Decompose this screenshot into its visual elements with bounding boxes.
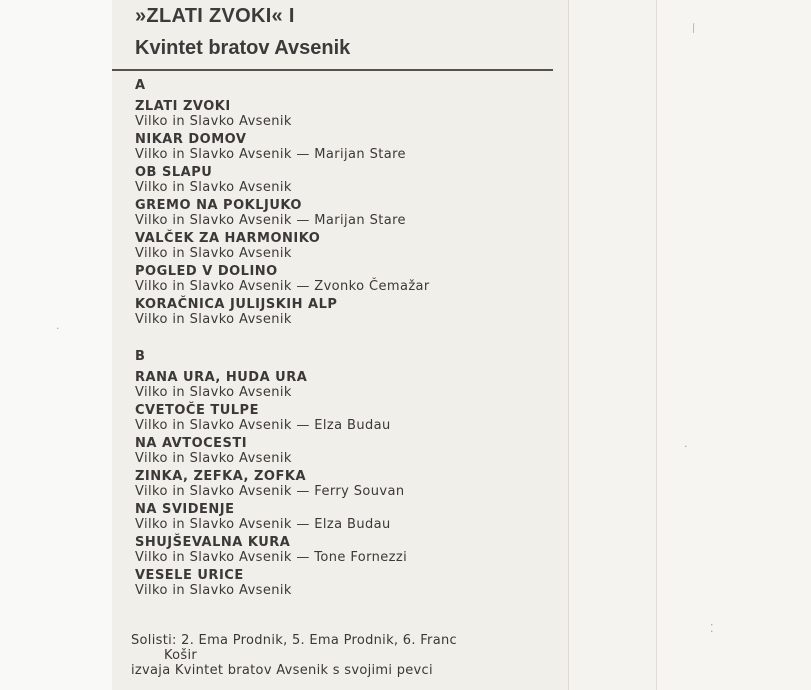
track-credit: Vilko in Slavko Avsenik — [135, 385, 292, 400]
album-title: »ZLATI ZVOKI« I — [135, 5, 295, 27]
track-title: OB SLAPU — [135, 165, 213, 180]
track-title: ZINKA, ZEFKA, ZOFKA — [135, 469, 307, 484]
soloists-line-2: Košir — [164, 648, 198, 663]
track-item — [135, 403, 555, 433]
track-title: VALČEK ZA HARMONIKO — [135, 231, 321, 246]
track-credit: Vilko in Slavko Avsenik — [135, 583, 292, 598]
left-background-strip — [0, 0, 112, 690]
track-title: KORAČNICA JULIJSKIH ALP — [135, 297, 338, 312]
track-item — [135, 264, 555, 294]
track-title: NIKAR DOMOV — [135, 132, 247, 147]
track-item — [135, 370, 555, 400]
track-credit: Vilko in Slavko Avsenik — Marijan Stare — [135, 147, 406, 162]
performer-line: izvaja Kvintet bratov Avsenik s svojimi pevci — [131, 663, 433, 678]
track-item — [135, 132, 555, 162]
side-a-tracks — [135, 99, 555, 327]
track-item — [135, 99, 555, 129]
header-divider — [112, 69, 553, 71]
track-title: RANA URA, HUDA URA — [135, 370, 308, 385]
side-b-label: B — [135, 349, 145, 364]
track-credit: Vilko in Slavko Avsenik — Zvonko Čemažar — [135, 279, 430, 294]
track-item — [135, 165, 555, 195]
track-item — [135, 231, 555, 261]
track-list — [135, 78, 555, 601]
track-item — [135, 436, 555, 466]
track-title: VESELE URICE — [135, 568, 244, 583]
track-title: CVETOČE TULPE — [135, 403, 259, 418]
track-title: POGLED V DOLINO — [135, 264, 278, 279]
track-credit: Vilko in Slavko Avsenik — [135, 451, 292, 466]
track-title: GREMO NA POKLJUKO — [135, 198, 302, 213]
insert-fold-flap-2 — [656, 0, 811, 690]
paper-fleck: · — [56, 322, 60, 335]
track-credit: Vilko in Slavko Avsenik — [135, 114, 292, 129]
track-credit: Vilko in Slavko Avsenik — Elza Budau — [135, 517, 391, 532]
track-title: NA SVIDENJE — [135, 502, 235, 517]
track-credit: Vilko in Slavko Avsenik — Elza Budau — [135, 418, 391, 433]
track-title: NA AVTOCESTI — [135, 436, 248, 451]
track-item — [135, 568, 555, 598]
side-b-tracks — [135, 370, 555, 598]
soloists-line-1: Solisti: 2. Ema Prodnik, 5. Ema Prodnik, 6. Franc — [131, 633, 457, 648]
paper-fleck: ⁄ — [689, 22, 698, 35]
track-credit: Vilko in Slavko Avsenik — Tone Fornezzi — [135, 550, 408, 565]
track-credit: Vilko in Slavko Avsenik — [135, 180, 292, 195]
insert-fold-flap-1 — [568, 0, 657, 690]
track-item — [135, 297, 555, 327]
track-credit: Vilko in Slavko Avsenik — [135, 312, 292, 327]
track-credit: Vilko in Slavko Avsenik — Marijan Stare — [135, 213, 406, 228]
track-item — [135, 535, 555, 565]
artist-name: Kvintet bratov Avsenik — [135, 37, 351, 59]
track-item — [135, 502, 555, 532]
track-credit: Vilko in Slavko Avsenik — [135, 246, 292, 261]
side-a-label: A — [135, 78, 146, 93]
paper-fleck: ⁚ — [710, 622, 714, 635]
track-item — [135, 198, 555, 228]
track-title: SHUJŠEVALNA KURA — [135, 535, 291, 550]
track-item — [135, 469, 555, 499]
track-credit: Vilko in Slavko Avsenik — Ferry Souvan — [135, 484, 405, 499]
track-title: ZLATI ZVOKI — [135, 99, 231, 114]
credits-footer — [131, 633, 561, 678]
paper-fleck: · — [684, 440, 688, 453]
